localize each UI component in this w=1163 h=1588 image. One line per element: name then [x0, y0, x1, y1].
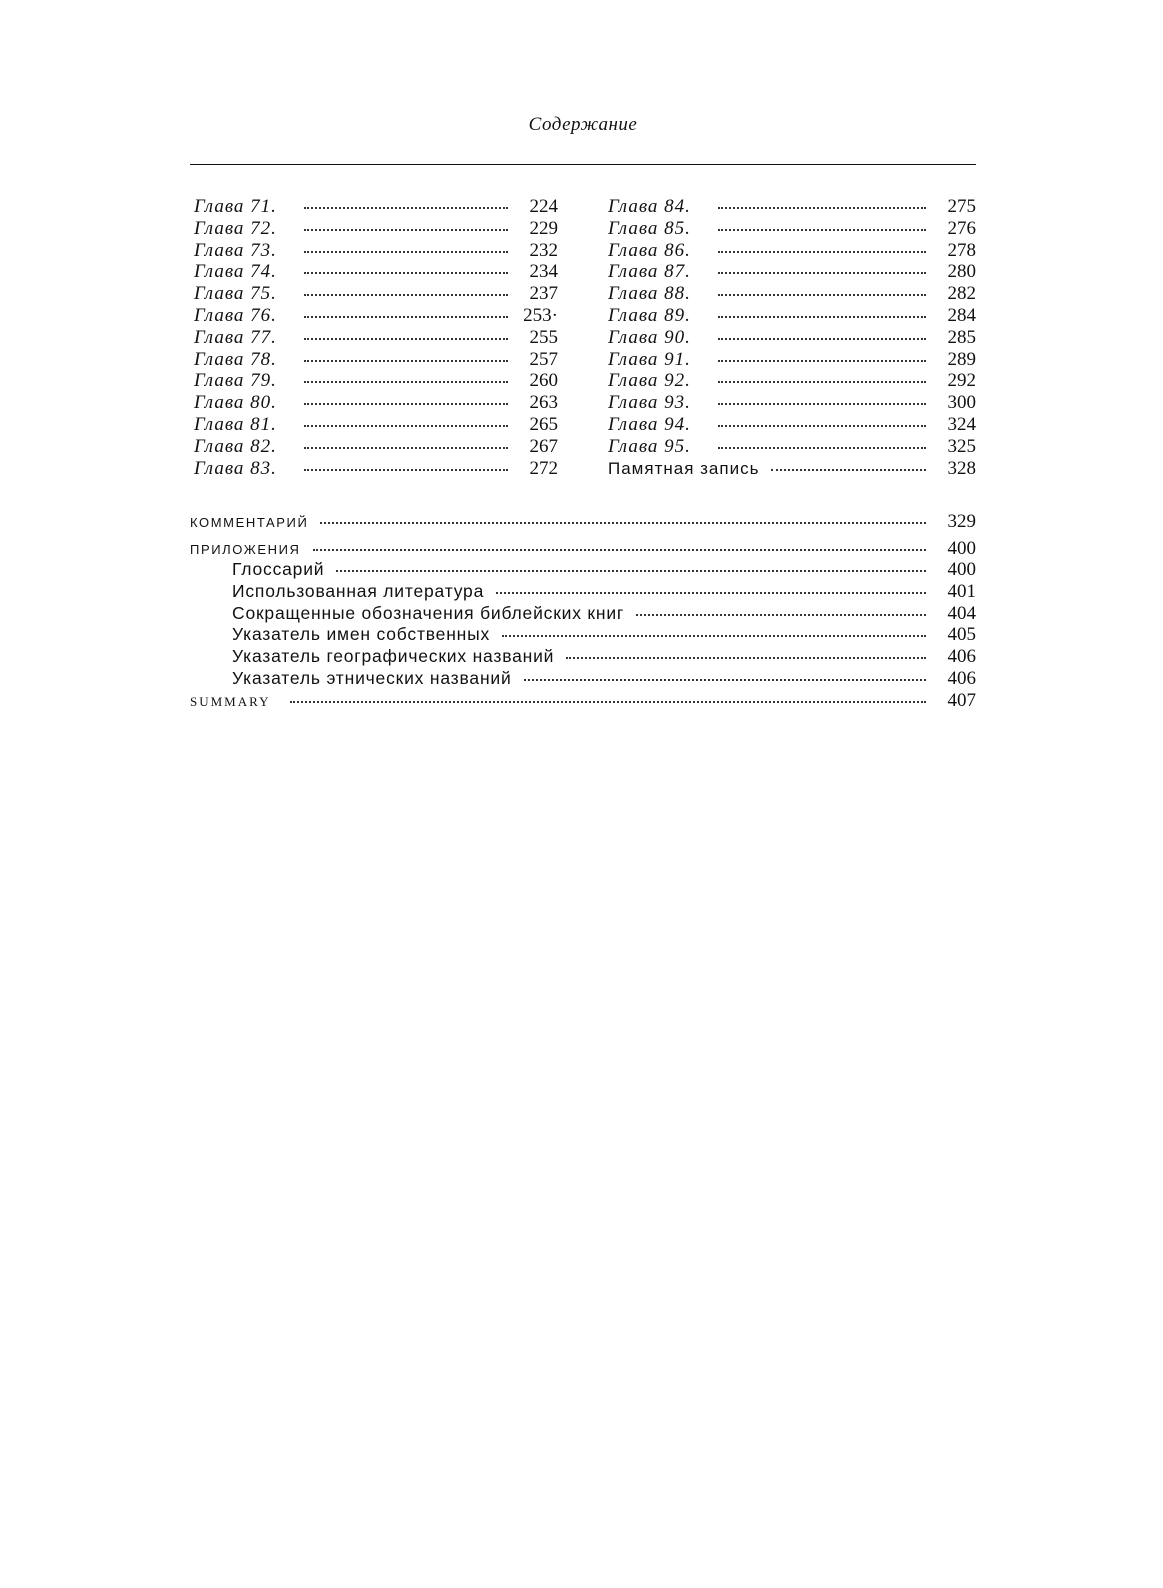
toc-entry-label: Памятная запись — [608, 458, 760, 478]
toc-entry — [608, 458, 976, 480]
toc-entry — [194, 327, 558, 349]
toc-subentry-page: 400 — [947, 559, 976, 581]
dot-leader — [304, 205, 508, 209]
toc-entry — [608, 370, 976, 392]
toc-section-page: 400 — [947, 537, 976, 559]
dot-leader — [718, 205, 926, 209]
toc-entry-page: 255 — [529, 326, 558, 348]
toc-entry-page: 234 — [529, 261, 558, 283]
toc-entry-page: 232 — [529, 239, 558, 261]
toc-entry-label: Глава 85. — [608, 217, 691, 239]
dot-leader — [313, 547, 926, 551]
dot-leader — [771, 467, 926, 471]
dot-leader — [320, 520, 926, 524]
running-title: Содержание — [528, 114, 638, 135]
toc-entry-label: Глава 94. — [608, 413, 691, 435]
dot-leader — [524, 677, 926, 681]
toc-subentry-label: Использованная литература — [232, 581, 485, 602]
toc-entry-page: 257 — [529, 348, 558, 370]
toc-entry — [194, 370, 558, 392]
dot-leader — [304, 445, 508, 449]
dot-leader — [718, 227, 926, 231]
dot-leader — [502, 633, 926, 637]
toc-subentry-page: 406 — [947, 667, 976, 689]
toc-subentry-label: Указатель имен собственных — [232, 624, 491, 645]
toc-entry — [608, 218, 976, 240]
toc-entry — [194, 414, 558, 436]
toc-entry — [608, 283, 976, 305]
toc-section-page: 407 — [947, 689, 976, 711]
toc-subentry — [190, 624, 976, 646]
header-rule — [190, 164, 976, 165]
toc-entry-label: Глава 73. — [194, 239, 277, 261]
dot-leader — [304, 401, 508, 405]
toc-entry-label: Глава 86. — [608, 239, 691, 261]
toc-entry-label: Глава 90. — [608, 326, 691, 348]
toc-entry-page: 272 — [529, 457, 558, 479]
toc-section-commentary — [190, 511, 976, 533]
toc-back-matter — [190, 511, 976, 711]
toc-entry-label: Глава 79. — [194, 370, 277, 392]
toc-entry-label: Глава 76. — [194, 304, 277, 326]
dot-leader — [718, 270, 926, 274]
toc-column-right — [608, 196, 976, 479]
toc-entry — [608, 196, 976, 218]
toc-entry — [608, 327, 976, 349]
toc-entry-page: 300 — [947, 392, 976, 414]
dot-leader — [718, 249, 926, 253]
dot-leader — [718, 379, 926, 383]
toc-entry — [194, 349, 558, 371]
toc-entry-label: Глава 74. — [194, 261, 277, 283]
toc-entry-page: 275 — [947, 196, 976, 217]
dot-leader — [304, 467, 508, 471]
toc-entry-page: 325 — [947, 435, 976, 457]
toc-subentry-label: Сокращенные обозначения библейских книг — [232, 602, 625, 623]
toc-entry-page: 229 — [529, 217, 558, 239]
dot-leader — [304, 358, 508, 362]
toc-entry-label: Глава 84. — [608, 196, 691, 217]
dot-leader — [566, 655, 926, 659]
dot-leader — [290, 699, 926, 703]
toc-entry — [608, 349, 976, 371]
toc-entry-page: 253· — [523, 304, 558, 326]
toc-entry — [608, 392, 976, 414]
toc-entry-page: 267 — [529, 435, 558, 457]
toc-entry-label: Глава 82. — [194, 435, 277, 457]
toc-entry-page: 284 — [947, 304, 976, 326]
toc-section-label: КОММЕНТАРИЙ — [190, 515, 309, 530]
toc-entry-page: 280 — [947, 261, 976, 283]
toc-column-left — [194, 196, 558, 479]
toc-subentry — [190, 646, 976, 668]
toc-entry-label: Глава 78. — [194, 348, 277, 370]
toc-entry-page: 328 — [947, 457, 976, 479]
toc-section-page: 329 — [947, 511, 976, 532]
toc-entry-page: 324 — [947, 413, 976, 435]
toc-entry — [194, 218, 558, 240]
toc-subentry-page: 406 — [947, 646, 976, 668]
toc-entry-page: 263 — [529, 392, 558, 414]
toc-subentry-label: Указатель этнических названий — [232, 667, 512, 688]
dot-leader — [718, 314, 926, 318]
toc-entry-page: 265 — [529, 413, 558, 435]
toc-entry — [194, 392, 558, 414]
toc-entry-page: 278 — [947, 239, 976, 261]
toc-subentry-page: 404 — [947, 602, 976, 624]
toc-subentry — [190, 668, 976, 690]
toc-entry-label: Глава 83. — [194, 457, 277, 479]
toc-entry-page: 292 — [947, 370, 976, 392]
toc-entry — [194, 196, 558, 218]
toc-entry-label: Глава 95. — [608, 435, 691, 457]
dot-leader — [304, 270, 508, 274]
dot-leader — [304, 292, 508, 296]
toc-entry-label: Глава 80. — [194, 392, 277, 414]
dot-leader — [336, 568, 926, 572]
toc-entry — [608, 436, 976, 458]
toc-entry-page: 282 — [947, 283, 976, 305]
dot-leader — [304, 423, 508, 427]
dot-leader — [718, 358, 926, 362]
toc-entry-label: Глава 72. — [194, 217, 277, 239]
toc-entry — [194, 436, 558, 458]
toc-entry-label: Глава 89. — [608, 304, 691, 326]
toc-entry — [608, 305, 976, 327]
toc-entry-label: Глава 77. — [194, 326, 277, 348]
toc-entry-label: Глава 71. — [194, 196, 277, 217]
toc-section-appendices — [190, 538, 976, 560]
toc-subentry-page: 405 — [947, 624, 976, 646]
toc-section-label: SUMMARY — [190, 693, 271, 709]
toc-entry — [608, 414, 976, 436]
toc-subentry — [190, 581, 976, 603]
toc-entry-label: Глава 81. — [194, 413, 277, 435]
toc-entry — [194, 261, 558, 283]
dot-leader — [718, 401, 926, 405]
toc-subentry-label: Указатель географических названий — [232, 646, 555, 667]
dot-leader — [718, 445, 926, 449]
toc-entry-page: 289 — [947, 348, 976, 370]
toc-entry — [194, 240, 558, 262]
dot-leader — [304, 336, 508, 340]
toc-entry-page: 224 — [529, 196, 558, 217]
toc-subentry — [190, 559, 976, 581]
toc-entry-page: 260 — [529, 370, 558, 392]
toc-entry-label: Глава 88. — [608, 283, 691, 305]
dot-leader — [636, 612, 926, 616]
toc-entry-label: Глава 75. — [194, 283, 277, 305]
toc-entry-page: 237 — [529, 283, 558, 305]
toc-entry-label: Глава 93. — [608, 392, 691, 414]
dot-leader — [718, 336, 926, 340]
toc-subentry-label: Глоссарий — [232, 559, 325, 580]
toc-entry — [608, 261, 976, 283]
toc-entry-page: 285 — [947, 326, 976, 348]
toc-section-summary — [190, 690, 976, 712]
toc-entry — [194, 283, 558, 305]
dot-leader — [718, 423, 926, 427]
dot-leader — [304, 249, 508, 253]
toc-entry-label: Глава 92. — [608, 370, 691, 392]
toc-entry-label: Глава 87. — [608, 261, 691, 283]
dot-leader — [304, 379, 508, 383]
toc-entry-page: 276 — [947, 217, 976, 239]
toc-subentry-page: 401 — [947, 581, 976, 603]
dot-leader — [496, 590, 926, 594]
dot-leader — [304, 314, 508, 318]
dot-leader — [718, 292, 926, 296]
toc-entry — [608, 240, 976, 262]
toc-subentry — [190, 603, 976, 625]
toc-entry — [194, 305, 558, 327]
dot-leader — [304, 227, 508, 231]
toc-section-label: ПРИЛОЖЕНИЯ — [190, 541, 301, 557]
toc-entry-label: Глава 91. — [608, 348, 691, 370]
toc-entry — [194, 458, 558, 480]
